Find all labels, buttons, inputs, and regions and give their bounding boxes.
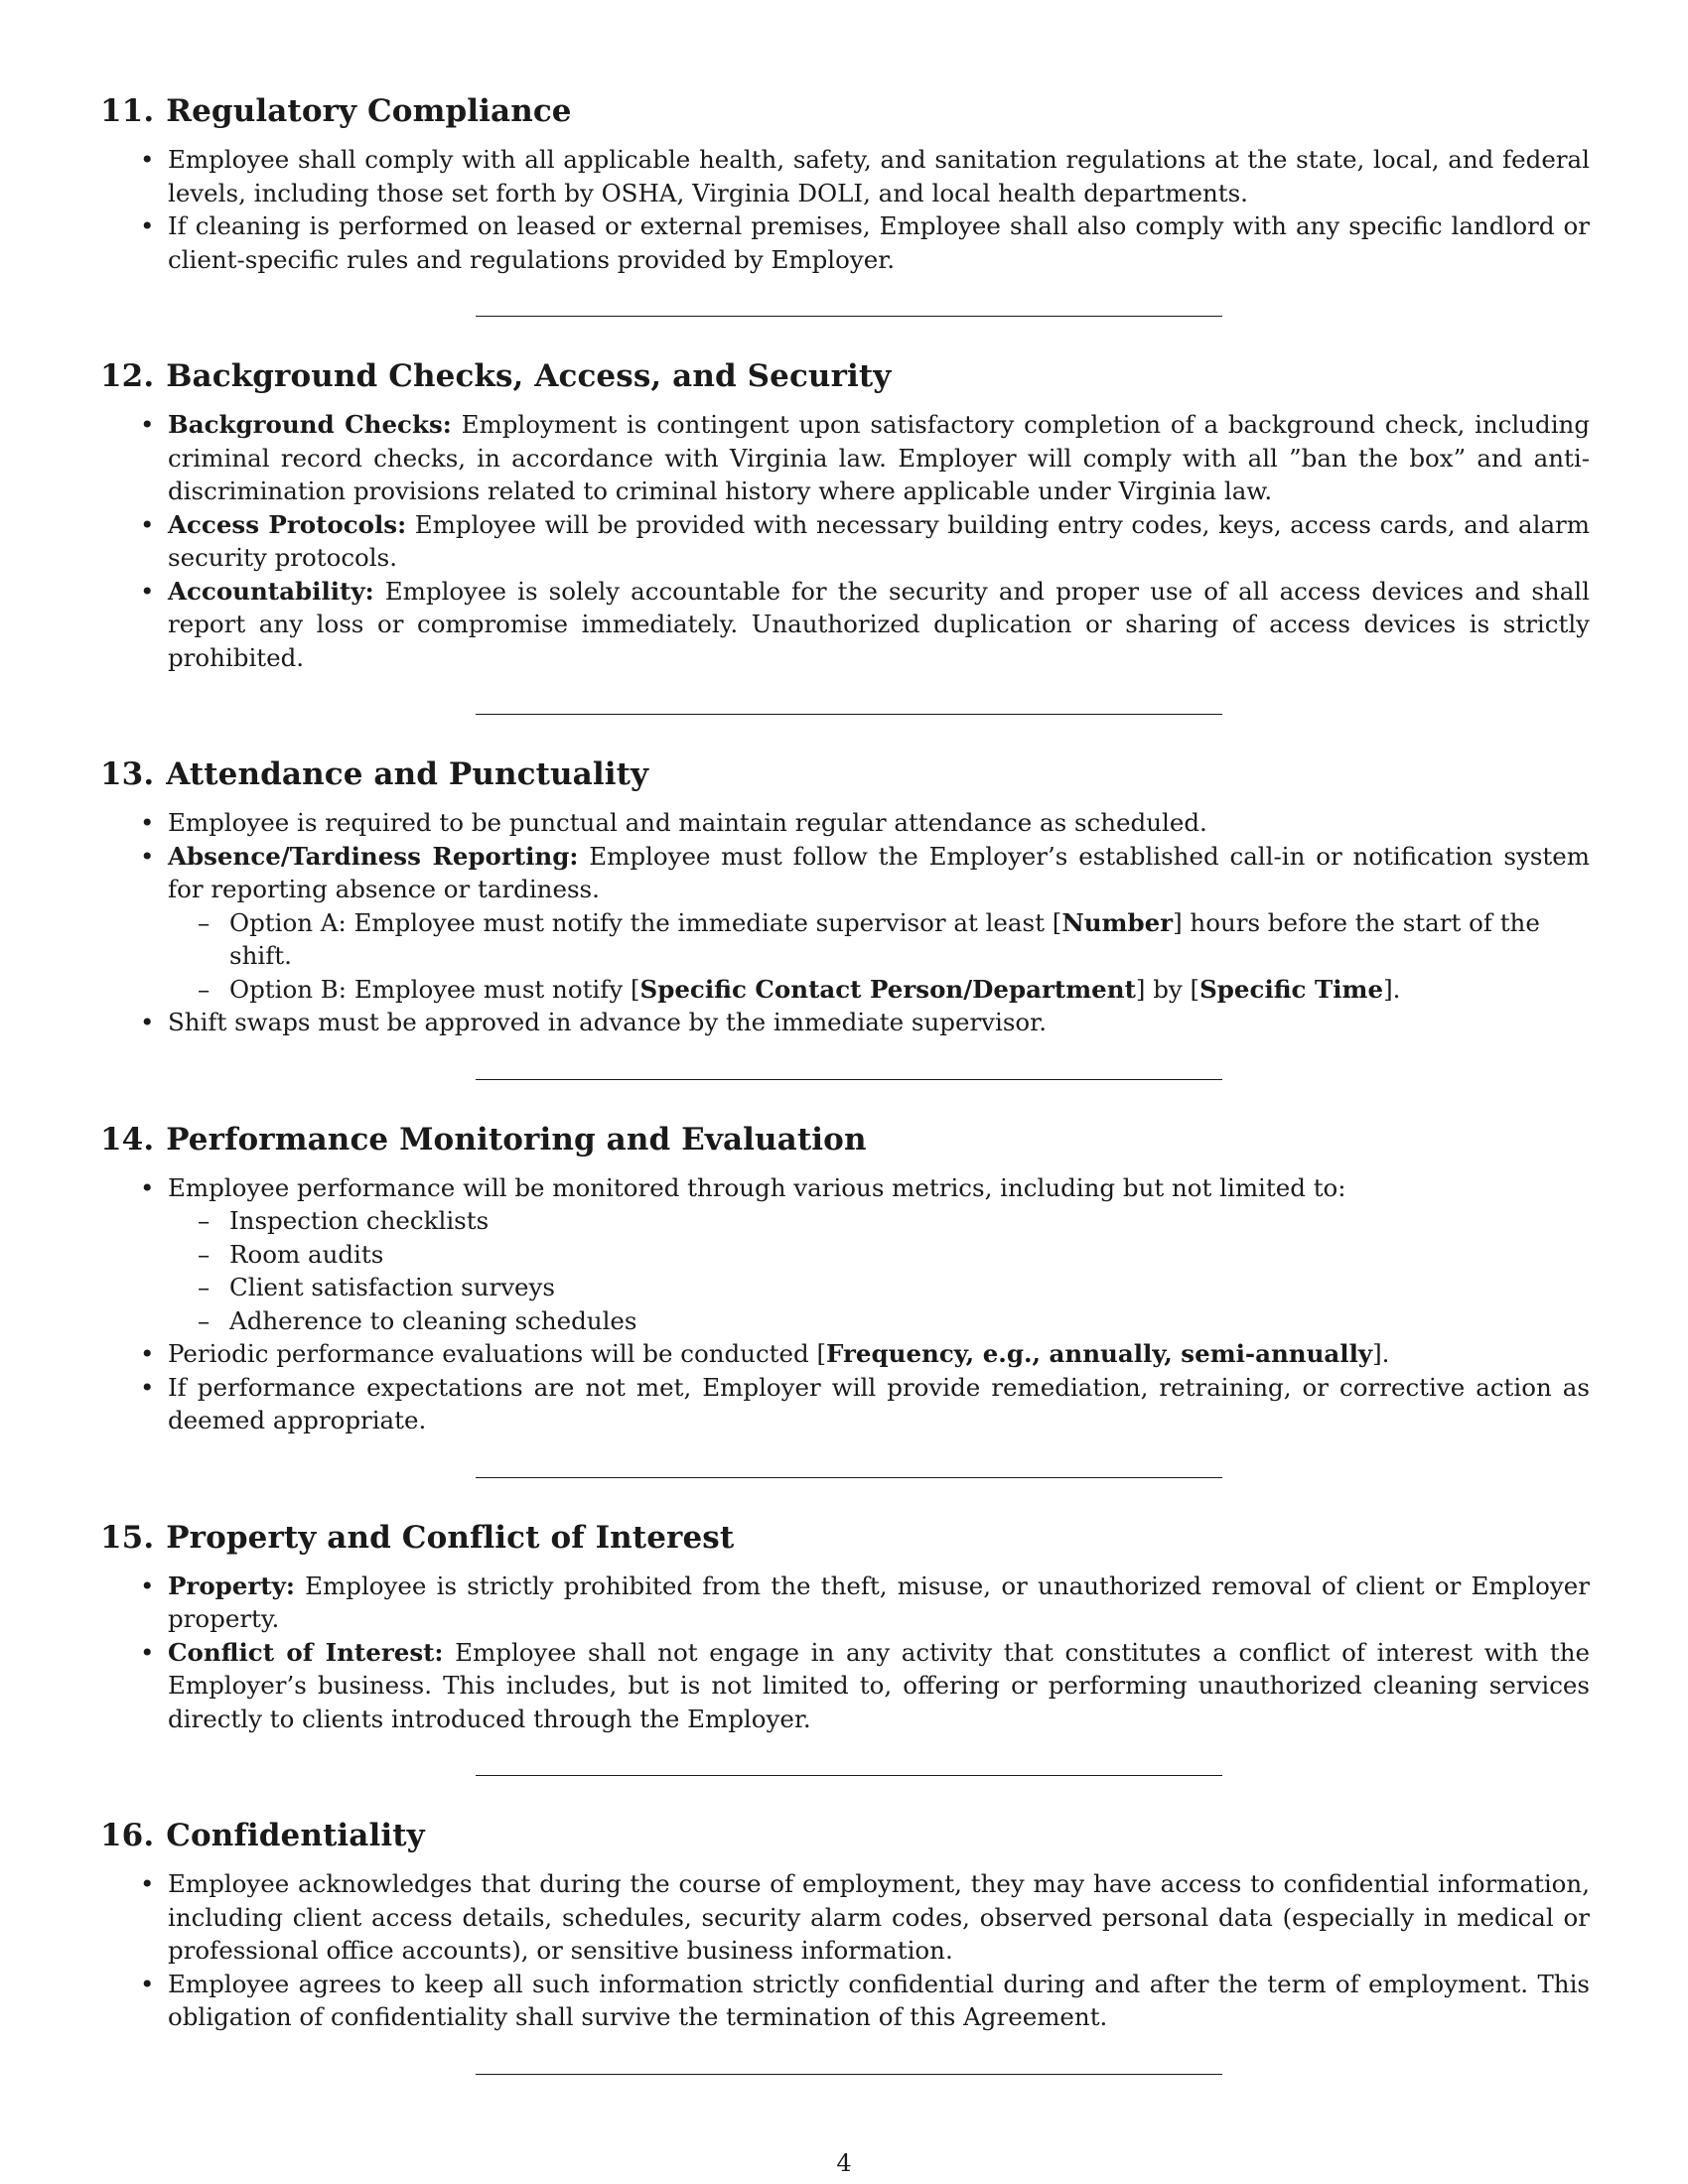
- section-divider: [476, 316, 1222, 317]
- section-list: [100, 806, 1590, 1039]
- section-16: [100, 1816, 1590, 2034]
- section-11: [100, 91, 1590, 276]
- section-heading: 15. Property and Conflict of Interest: [100, 1519, 735, 1556]
- section-14: [100, 1120, 1590, 1437]
- list-item: • Periodic performance evaluations will be conducted [Frequency, e.g., annually, semi-annually].: [100, 1337, 1590, 1371]
- item-label: Property:: [168, 1570, 295, 1600]
- section-heading: 11. Regulatory Compliance: [100, 93, 572, 129]
- section-divider: [476, 1079, 1222, 1080]
- list-item: • Absence/Tardiness Reporting: Employee must follow the Employer’s established call-in or notification system for reporting absence or tardiness. – Option A: Employee must notify the immediate supervisor at least [Number] hours before the start of the shift. – Option B: Employee must notify [Specific Contact Person/Department] by [Specific Time].: [100, 840, 1590, 1007]
- section-heading: 16. Confidentiality: [100, 1818, 425, 1853]
- section-divider: [476, 1775, 1222, 1776]
- sub-list: [168, 1204, 1590, 1337]
- section-list: [100, 1570, 1590, 1736]
- sub-list-item: – Room audits: [168, 1238, 1590, 1272]
- section-divider: [476, 714, 1222, 715]
- section-list: [100, 1171, 1590, 1437]
- sub-list-item: – Option A: Employee must notify the immediate supervisor at least [Number] hours before the start of the shift.: [168, 906, 1590, 973]
- list-item: • Employee agrees to keep all such information strictly confidential during and after the term of employment. This obligation of confidentiality shall survive the termination of this Agreement.: [100, 1968, 1590, 2034]
- item-label: Accountability:: [168, 576, 374, 606]
- list-item: • Employee shall comply with all applicable health, safety, and sanitation regulations at the state, local, and federal levels, including those set forth by OSHA, Virginia DOLI, and local health departments.: [100, 143, 1590, 209]
- list-item: • Shift swaps must be approved in advance by the immediate supervisor.: [100, 1006, 1590, 1039]
- section-15: [100, 1518, 1590, 1736]
- sub-list-item: – Inspection checklists: [168, 1204, 1590, 1238]
- list-item: • Background Checks: Employment is contingent upon satisfactory completion of a background check, including criminal record checks, in accordance with Virginia law. Employer will comply with all ”ban the box” and anti-discrimination provisions related to criminal history where applicable under Virginia law.: [100, 408, 1590, 508]
- section-12: [100, 356, 1590, 674]
- item-label: Access Protocols:: [168, 509, 407, 539]
- section-heading: 14. Performance Monitoring and Evaluation: [100, 1121, 867, 1158]
- item-label: Conflict of Interest:: [168, 1637, 444, 1667]
- section-divider: [476, 1477, 1222, 1478]
- list-item: • Conflict of Interest: Employee shall not engage in any activity that constitutes a conflict of interest with the Employer’s business. This includes, but is not limited to, offering or performing unauthorized cleaning services directly to clients introduced through the Employer.: [100, 1636, 1590, 1736]
- list-item: • If performance expectations are not met, Employer will provide remediation, retraining, or corrective action as deemed appropriate.: [100, 1371, 1590, 1437]
- section-divider: [476, 2074, 1222, 2075]
- item-label: Absence/Tardiness Reporting:: [168, 841, 579, 871]
- section-heading: 13. Attendance and Punctuality: [100, 756, 649, 792]
- list-item: • Access Protocols: Employee will be provided with necessary building entry codes, keys, access cards, and alarm security protocols.: [100, 508, 1590, 575]
- sub-list-item: – Client satisfaction surveys: [168, 1271, 1590, 1304]
- sub-list-item: – Adherence to cleaning schedules: [168, 1304, 1590, 1338]
- sub-list: [168, 906, 1590, 1007]
- list-item: • If cleaning is performed on leased or external premises, Employee shall also comply with any specific landlord or client-specific rules and regulations provided by Employer.: [100, 209, 1590, 276]
- section-list: [100, 408, 1590, 674]
- section-heading: 12. Background Checks, Access, and Security: [100, 358, 892, 394]
- section-list: [100, 143, 1590, 276]
- item-label: Background Checks:: [168, 410, 452, 439]
- sub-list-item: – Option B: Employee must notify [Specific Contact Person/Department] by [Specific Time].: [168, 973, 1590, 1007]
- list-item: • Employee is required to be punctual and maintain regular attendance as scheduled.: [100, 806, 1590, 840]
- list-item: • Accountability: Employee is solely accountable for the security and proper use of all access devices and shall report any loss or compromise immediately. Unauthorized duplication or sharing of access devices is strictly prohibited.: [100, 575, 1590, 675]
- document-page: [100, 91, 1590, 2075]
- list-item: • Employee performance will be monitored through various metrics, including but not limited to: – Inspection checklists – Room audits – Client satisfaction surveys – Adherence to cleaning schedules: [100, 1171, 1590, 1338]
- list-item: • Property: Employee is strictly prohibited from the theft, misuse, or unauthorized removal of client or Employer property.: [100, 1570, 1590, 1636]
- page-number: 4: [836, 2149, 852, 2177]
- section-13: [100, 754, 1590, 1039]
- list-item: • Employee acknowledges that during the course of employment, they may have access to confidential information, including client access details, schedules, security alarm codes, observed personal data (especially in medical or professional office accounts), or sensitive business information.: [100, 1867, 1590, 1968]
- section-list: [100, 1867, 1590, 2034]
